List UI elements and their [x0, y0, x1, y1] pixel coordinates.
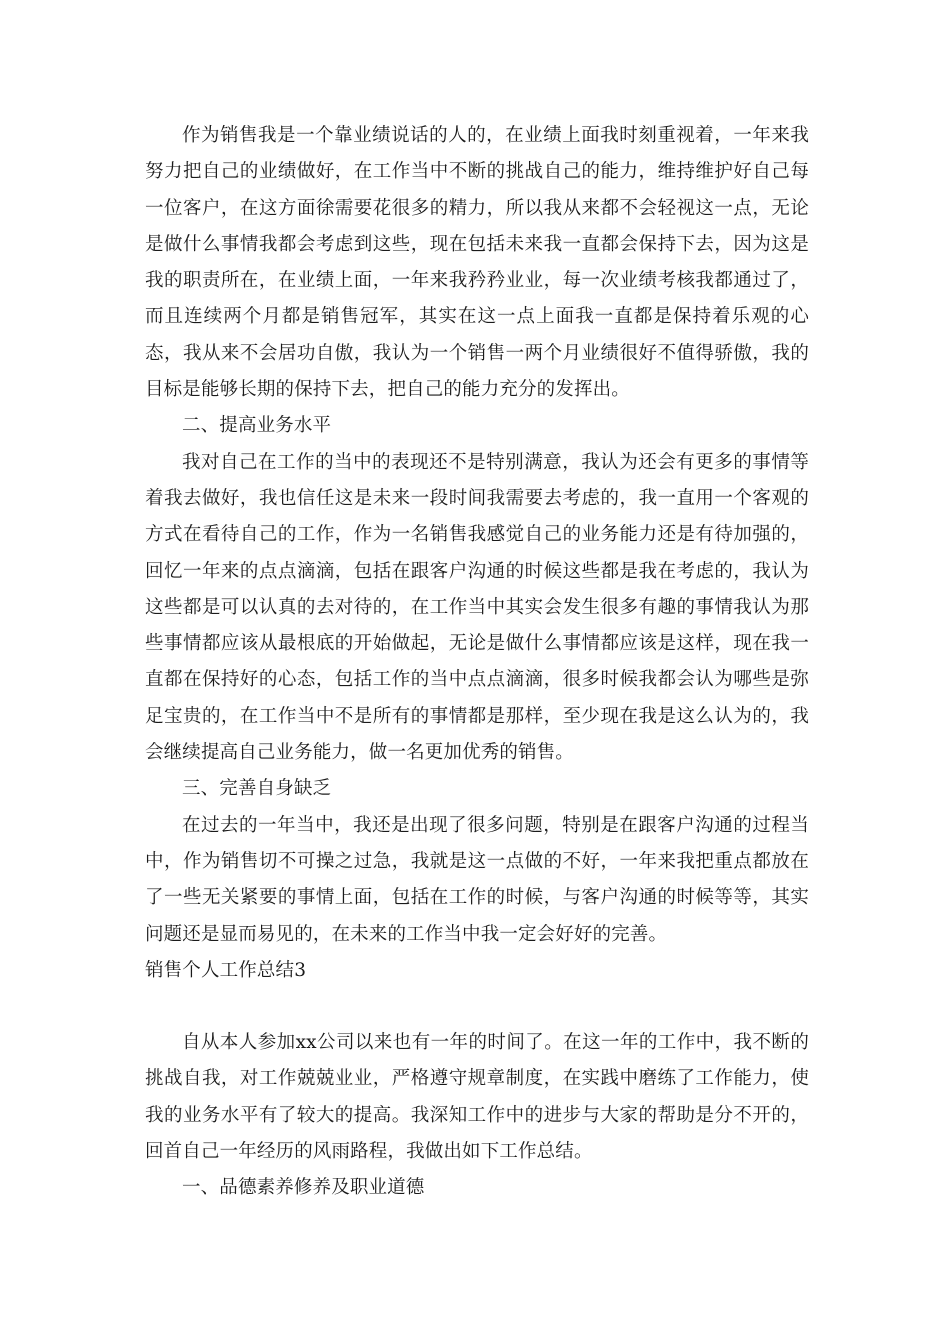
- section-heading-ethics: 一、品德素养修养及职业道德: [182, 1177, 425, 1199]
- blank-line: [145, 989, 809, 1025]
- document-body: [145, 118, 809, 1207]
- paragraph-self-improvement: 在过去的一年当中，我还是出现了很多问题，特别是在跟客户沟通的过程当中，作为销售切不可操之过急，我就是这一点做的不好，一年来我把重点都放在了一些无关紧要的事情上面，包括在工作的时候，与客户沟通的时候等等，其实问题还是显而易见的，在未来的工作当中我一定会好好的完善。: [145, 814, 809, 945]
- document-title-summary-3: 销售个人工作总结3: [145, 959, 307, 981]
- section-heading-improve-business: 二、提高业务水平: [182, 415, 332, 437]
- paragraph-improve-business: 我对自己在工作的当中的表现还不是特别满意，我认为还会有更多的事情等着我去做好，我也信任这是未来一段时间我需要去考虑的，我一直用一个客观的方式在看待自己的工作，作为一名销售我感觉自己的业务能力还是有待加强的，回忆一年来的点点滴滴，包括在跟客户沟通的时候这些都是我在考虑的，我认为这些都是可以认真的去对待的，在工作当中其实会发生很多有趣的事情我认为那些事情都应该从最根底的开始做起，无论是做什么事情都应该是这样，现在我一直都在保持好的心态，包括工作的当中点点滴滴，很多时候我都会认为哪些是弥足宝贵的，在工作当中不是所有的事情都是那样，至少现在我是这么认为的，我会继续提高自己业务能力，做一名更加优秀的销售。: [145, 451, 809, 764]
- paragraph-sales-performance: 作为销售我是一个靠业绩说话的人的，在业绩上面我时刻重视着，一年来我努力把自己的业绩做好，在工作当中不断的挑战自己的能力，维持维护好自己每一位客户，在这方面徐需要花很多的精力，所以我从来都不会轻视这一点，无论是做什么事情我都会考虑到这些，现在包括未来我一直都会保持下去，因为这是我的职责所在，在业绩上面，一年来我矜矜业业，每一次业绩考核我都通过了，而且连续两个月都是销售冠军，其实在这一点上面我一直都是保持着乐观的心态，我从来不会居功自傲，我认为一个销售一两个月业绩很好不值得骄傲，我的目标是能够长期的保持下去，把自己的能力充分的发挥出。: [145, 125, 809, 401]
- paragraph-intro-summary-3: 自从本人参加xx公司以来也有一年的时间了。在这一年的工作中，我不断的挑战自我，对工作兢兢业业，严格遵守规章制度，在实践中磨练了工作能力，使我的业务水平有了较大的提高。我深知工作中的进步与大家的帮助是分不开的，回首自己一年经历的风雨路程，我做出如下工作总结。: [145, 1032, 809, 1163]
- section-heading-self-improvement: 三、完善自身缺乏: [182, 778, 332, 800]
